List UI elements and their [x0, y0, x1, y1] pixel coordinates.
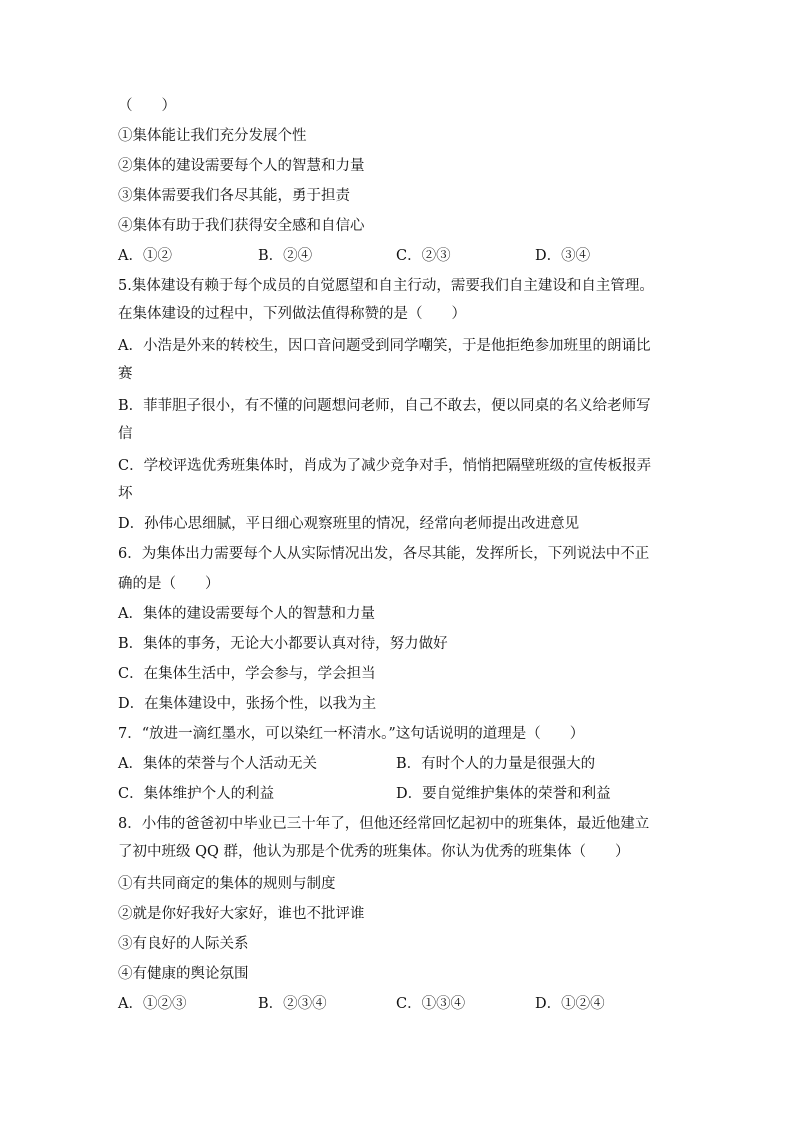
q6-option-d: D．在集体建设中，张扬个性，以我为主	[118, 696, 377, 712]
q4-option-c: C．②③	[396, 248, 451, 264]
q8-stem-line-1: 8．小伟的爸爸初中毕业已三十年了，但他还经常回忆起初中的班集体，最近他建立	[118, 816, 650, 832]
q5-option-a-line-1: A．小浩是外来的转校生，因口音问题受到同学嘲笑，于是他拒绝参加班里的朗诵比	[118, 338, 651, 354]
q8-item-3: ③有良好的人际关系	[118, 936, 249, 952]
q7-option-b: B．有时个人的力量是很强大的	[396, 756, 596, 772]
q6-option-a: A．集体的建设需要每个人的智慧和力量	[118, 606, 375, 622]
q5-option-c-line-1: C．学校评选优秀班集体时，肖成为了减少竞争对手，悄悄把隔壁班级的宣传板报弄	[118, 458, 652, 474]
q5-option-b-line-2: 信	[118, 426, 133, 442]
q5-stem-line-1: 5.集体建设有赖于每个成员的自觉愿望和自主行动，需要我们自主建设和自主管理。	[118, 278, 654, 294]
q8-option-d: D．①②④	[535, 996, 605, 1012]
q4-item-2: ②集体的建设需要每个人的智慧和力量	[118, 158, 365, 174]
q4-item-3: ③集体需要我们各尽其能，勇于担责	[118, 188, 350, 204]
q4-item-1: ①集体能让我们充分发展个性	[118, 128, 307, 144]
q6-option-c: C．在集体生活中，学会参与，学会担当	[118, 666, 376, 682]
q7-option-c: C．集体维护个人的利益	[118, 786, 275, 802]
q4-item-4: ④集体有助于我们获得安全感和自信心	[118, 218, 365, 234]
q7-stem: 7．“放进一滴红墨水，可以染红一杯清水。”这句话说明的道理是（ ）	[118, 726, 585, 742]
q8-option-c: C．①③④	[396, 996, 466, 1012]
q6-option-b: B．集体的事务，无论大小都要认真对待，努力做好	[118, 636, 448, 652]
q5-option-c-line-2: 坏	[118, 486, 133, 502]
q5-stem-line-2: 在集体建设的过程中，下列做法值得称赞的是（ ）	[118, 306, 466, 322]
q4-option-a: A．①②	[118, 248, 172, 264]
q8-option-b: B．②③④	[258, 996, 327, 1012]
q8-stem-line-2: 了初中班级 QQ 群，他认为那是个优秀的班集体。你认为优秀的班集体（ ）	[118, 844, 630, 860]
q4-option-b: B．②④	[258, 248, 313, 264]
q8-item-2: ②就是你好我好大家好，谁也不批评谁	[118, 906, 365, 922]
q6-stem-line-1: 6．为集体出力需要每个人从实际情况出发，各尽其能，发挥所长，下列说法中不正	[118, 546, 650, 562]
q8-option-a: A．①②③	[118, 996, 187, 1012]
q6-stem-line-2: 确的是（ ）	[118, 576, 220, 592]
q4-option-d: D．③④	[535, 248, 591, 264]
q8-item-1: ①有共同商定的集体的规则与制度	[118, 876, 336, 892]
q5-option-d: D．孙伟心思细腻，平日细心观察班里的情况，经常向老师提出改进意见	[118, 516, 580, 532]
q4-answer-bracket: （ ）	[118, 98, 176, 114]
q5-option-a-line-2: 赛	[118, 366, 133, 382]
q8-item-4: ④有健康的舆论氛围	[118, 966, 249, 982]
q7-option-d: D．要自觉维护集体的荣誉和利益	[396, 786, 611, 802]
q7-option-a: A．集体的荣誉与个人活动无关	[118, 756, 317, 772]
q5-option-b-line-1: B．菲菲胆子很小，有不懂的问题想问老师，自己不敢去，便以同桌的名义给老师写	[118, 398, 651, 414]
